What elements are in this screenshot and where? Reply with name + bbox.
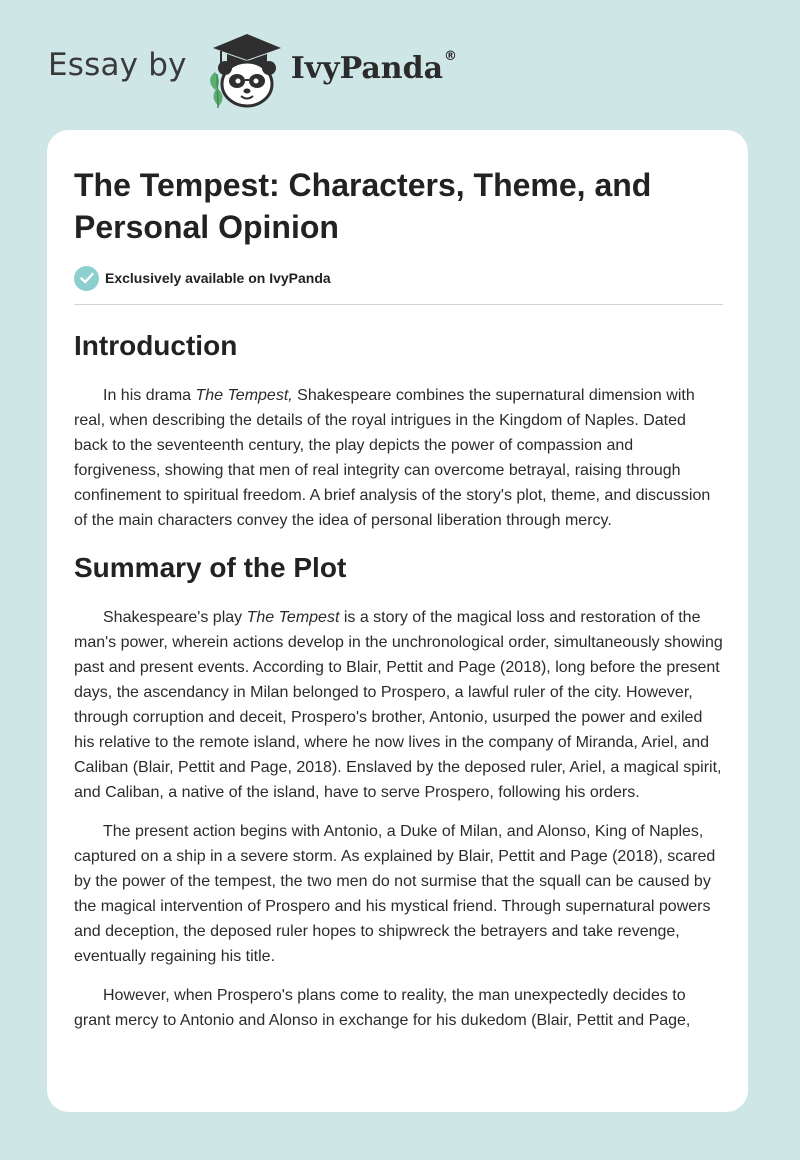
site-header (48, 30, 457, 110)
panda-graduate-icon[interactable] (201, 30, 287, 110)
exclusive-badge (74, 264, 721, 292)
exclusive-badge-text: Exclusively available on IvyPanda (105, 270, 331, 286)
brand-label: IvyPanda (290, 50, 444, 86)
brand-name[interactable] (290, 48, 458, 86)
paragraph-text: is a story of the magical loss and restoration of the man's power, wherein actions develop in the unchronological order, simultaneously showing past and present events. According to Blair, Pettit and Page (2018), long before the present days, the ascendancy in Milan belonged to Prospero, a lawful ruler of the city. However, through corruption and deceit, Prospero's brother, Antonio, usurped the power and exiled his relative to the remote island, where he now lives in the company of Miranda, Ariel, and Caliban (Blair, Pettit and Page, 2018). Enslaved by the deposed ruler, Ariel, a magical spirit, and Caliban, a native of the island, have to serve Prospero, following his orders. (74, 609, 723, 801)
italic-title: The Tempest (246, 609, 340, 626)
check-icon (74, 266, 99, 291)
article-card (47, 130, 748, 1112)
registered-mark: ® (444, 48, 458, 64)
divider (74, 304, 723, 305)
article-title: The Tempest: Characters, Theme, and Personal Opinion (74, 167, 652, 245)
section-heading-introduction: Introduction (74, 330, 238, 361)
paragraph: The present action begins with Antonio, a Duke of Milan, and Alonso, King of Naples, captured on a ship in a severe storm. As explained by Blair, Pettit and Page (2018), scared by the power of the tempest, the two men do not surmise that the squall can be caused by the magical intervention of Prospero and his mystical friend. Through supernatural powers and deception, the deposed ruler hopes to shipwreck the betrayers and take revenge, eventually regaining his title. (74, 823, 716, 965)
paragraph-text: Shakespeare combines the supernatural dimension with real, when describing the details of the royal intrigues in the Kingdom of Naples. Dated back to the seventeenth century, the play depicts the power of compassion and forgiveness, showing that men of real integrity can overcome betrayal, raising through confinement to spiritual freedom. A brief analysis of the story's plot, theme, and discussion of the main characters convey the idea of personal liberation through mercy. (74, 387, 711, 529)
section-heading-summary: Summary of the Plot (74, 552, 347, 583)
paragraph: However, when Prospero's plans come to reality, the man unexpectedly decides to grant mercy to Antonio and Alonso in exchange for his dukedom (Blair, Pettit and Page, (74, 987, 691, 1029)
italic-title: The Tempest, (195, 387, 293, 404)
paragraph-text: In his drama (103, 387, 196, 404)
paragraph (74, 605, 723, 805)
paragraph-text: Shakespeare's play (103, 609, 247, 626)
paragraph (74, 383, 723, 533)
essay-by-label: Essay by (48, 47, 187, 83)
